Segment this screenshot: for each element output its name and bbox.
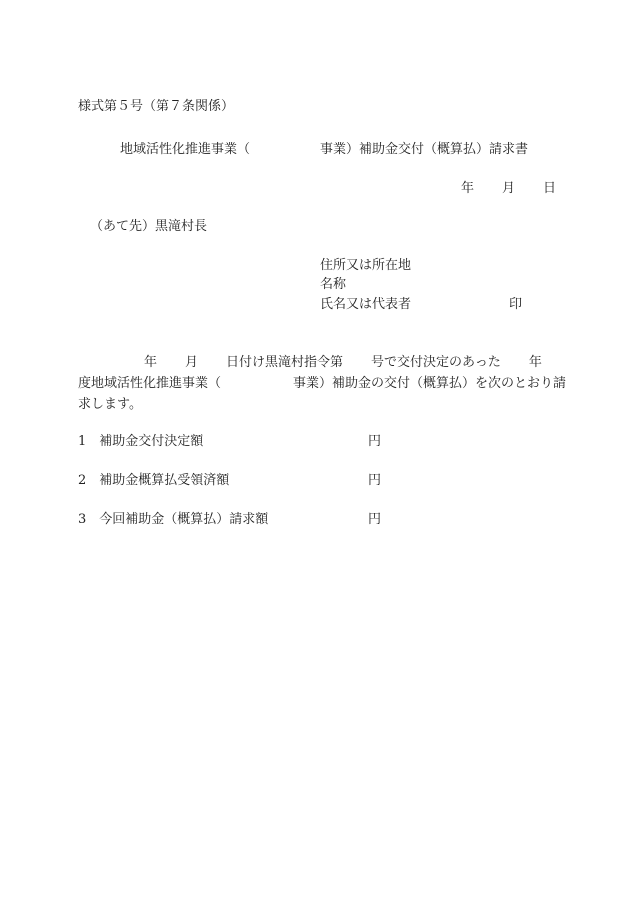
item-number: 2 [78, 473, 87, 488]
representative-label: 氏名又は代表者 [320, 297, 412, 312]
item-label: 今回補助金（概算払）請求額 [99, 512, 269, 527]
name-label: 名称 [320, 277, 347, 292]
item-unit-2: 円 [368, 473, 382, 488]
document-title [120, 141, 528, 159]
addressee: （あて先）黒滝村長 [90, 219, 208, 234]
item-unit-1: 円 [368, 434, 382, 449]
item-unit-3: 円 [368, 512, 382, 527]
body-date-text: 日付け黒滝村指令第 [226, 355, 344, 370]
paragraph-line-3: 求します。 [78, 397, 142, 412]
item-label: 補助金交付決定額 [99, 434, 204, 449]
form-label: 様式第５号（第７条関係） [78, 99, 235, 114]
item-row-1 [78, 433, 203, 451]
date-line [461, 180, 556, 198]
item-number: 1 [78, 434, 87, 449]
body-month: 月 [185, 355, 199, 370]
paragraph-line-2 [78, 373, 567, 394]
date-year: 年 [461, 181, 475, 196]
body-line2-suffix: 事業）補助金の交付（概算払）を次のとおり請 [293, 376, 567, 391]
body-year: 年 [144, 355, 158, 370]
body-number-text: 号で交付決定のあった [371, 355, 501, 370]
address-label: 住所又は所在地 [320, 258, 412, 273]
title-prefix: 地域活性化推進事業（ [120, 142, 251, 157]
date-month: 月 [502, 181, 516, 196]
paragraph-line-1 [78, 352, 554, 373]
body-line2-prefix: 度地域活性化推進事業（ [78, 376, 222, 391]
request-paragraph [78, 352, 567, 415]
item-number: 3 [78, 512, 87, 527]
item-row-2 [78, 472, 229, 490]
item-label: 補助金概算払受領済額 [99, 473, 230, 488]
body-year-2: 年 [528, 355, 542, 370]
seal-mark: 印 [509, 297, 523, 312]
item-row-3 [78, 511, 268, 529]
title-suffix: 事業）補助金交付（概算払）請求書 [320, 142, 529, 157]
date-day: 日 [543, 181, 557, 196]
